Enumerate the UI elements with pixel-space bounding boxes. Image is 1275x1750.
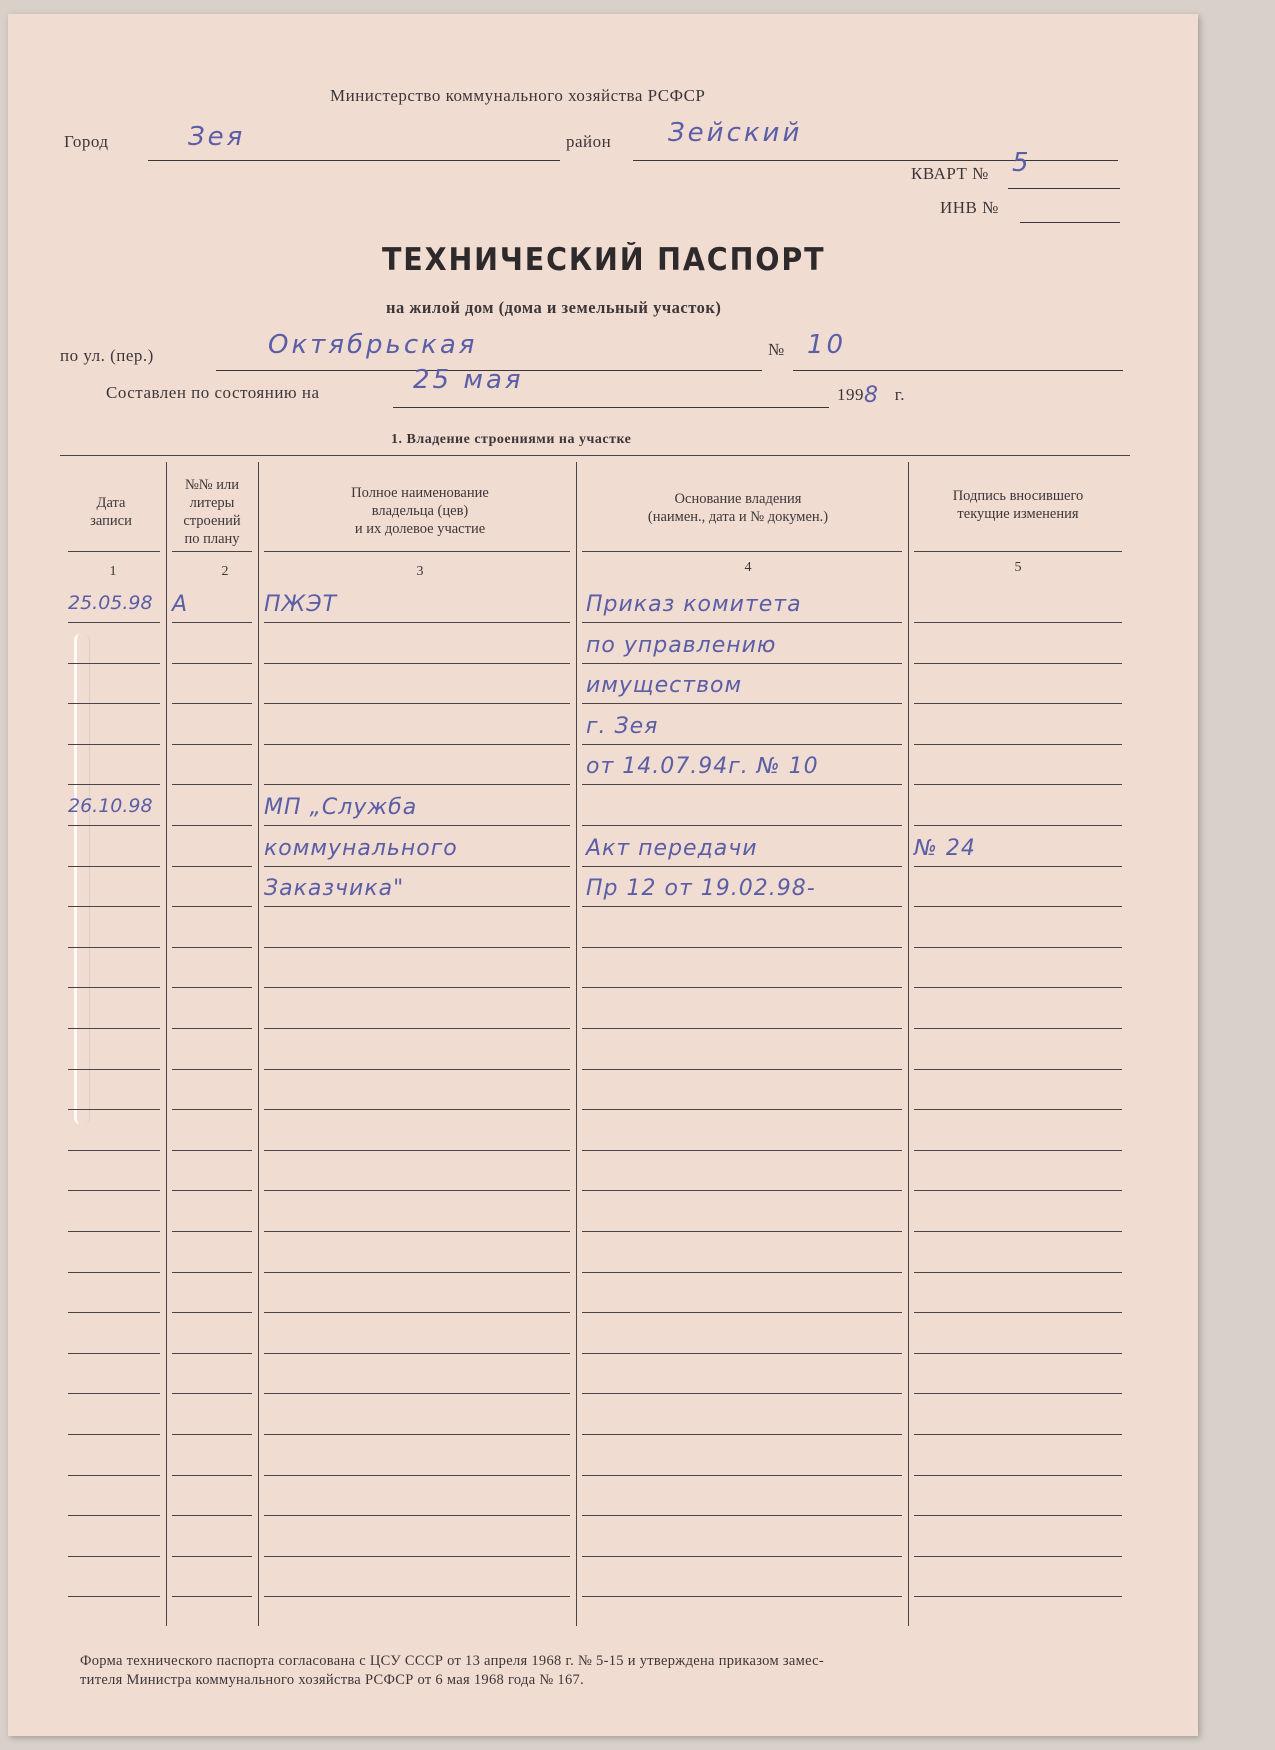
table-rule — [914, 1190, 1122, 1191]
table-rule — [172, 825, 252, 826]
table-rule — [914, 1312, 1122, 1313]
col-number-2: 2 — [221, 564, 229, 579]
table-rule — [264, 663, 570, 664]
table-rule — [914, 1596, 1122, 1597]
col-header-4-line: (наимен., дата и № докумен.) — [647, 509, 829, 525]
table-rule — [582, 1109, 902, 1110]
city-label: Город — [64, 132, 109, 151]
col-number-4: 4 — [744, 560, 752, 575]
table-rule — [582, 1150, 902, 1151]
table-rule — [172, 1353, 252, 1354]
table-cell-entry: 25.05.98 — [68, 592, 153, 614]
col-header-1-line: Дата — [96, 495, 126, 511]
table-rule — [68, 1028, 160, 1029]
table-rule — [172, 1028, 252, 1029]
table-rule — [68, 947, 160, 948]
table-cell-entry: Приказ комитета — [586, 592, 802, 617]
table-rule — [264, 1190, 570, 1191]
table-rule — [914, 663, 1122, 664]
street-label: по ул. (пер.) — [60, 346, 154, 365]
table-rule — [582, 987, 902, 988]
table-rule — [264, 1434, 570, 1435]
table-rule — [68, 1434, 160, 1435]
table-rule — [914, 1069, 1122, 1070]
table-rule — [264, 825, 570, 826]
ministry-heading: Министерство коммунального хозяйства РСФСР — [330, 86, 706, 105]
table-rule — [914, 1475, 1122, 1476]
table-rule — [582, 1556, 902, 1557]
house-number-value: 10 — [807, 330, 847, 360]
table-rule — [582, 703, 902, 704]
table-rule — [172, 987, 252, 988]
table-column-divider — [166, 462, 167, 1626]
table-rule — [582, 1353, 902, 1354]
table-rule — [68, 1150, 160, 1151]
header-underline — [172, 551, 252, 552]
col-header-4 — [582, 490, 894, 526]
col-header-1 — [66, 494, 156, 530]
table-rule — [582, 906, 902, 907]
table-rule — [582, 744, 902, 745]
table-rule — [172, 1109, 252, 1110]
table-rule — [68, 663, 160, 664]
col-number-1: 1 — [109, 564, 117, 579]
table-rule — [914, 1515, 1122, 1516]
header-underline — [582, 551, 902, 552]
header-underline — [264, 551, 570, 552]
table-rule — [172, 1596, 252, 1597]
header-underline — [68, 551, 160, 552]
table-rule — [68, 622, 160, 623]
form-approval-line-2: тителя Министра коммунального хозяйства РСФСР от 6 мая 1968 года № 167. — [80, 1672, 584, 1688]
table-rule — [582, 1069, 902, 1070]
compiled-value: 25 мая — [413, 365, 524, 395]
table-rule — [68, 1596, 160, 1597]
table-rule — [172, 663, 252, 664]
table-rule — [172, 744, 252, 745]
form-approval-note — [80, 1652, 824, 1690]
table-rule — [172, 947, 252, 948]
city-value: Зея — [188, 122, 246, 152]
table-rule — [172, 703, 252, 704]
table-rule — [914, 1150, 1122, 1151]
table-cell-entry: МП „Служба — [264, 795, 418, 820]
col-header-3-line: владельца (цев) — [371, 503, 469, 519]
table-rule — [68, 1069, 160, 1070]
table-rule — [264, 1475, 570, 1476]
col-header-5 — [918, 487, 1118, 523]
table-rule — [582, 784, 902, 785]
document-sheet — [8, 14, 1198, 1736]
compiled-year-prefix: 199 — [837, 385, 864, 404]
table-cell-entry: 26.10.98 — [68, 795, 153, 817]
compiled-year-digit: 8 — [864, 383, 878, 408]
document-title: ТЕХНИЧЕСКИЙ ПАСПОРТ — [382, 242, 826, 278]
table-cell-entry: Пр 12 от 19.02.98- — [586, 876, 816, 901]
col-header-5-line: текущие изменения — [957, 506, 1079, 522]
district-label: район — [566, 132, 612, 151]
table-rule — [582, 1475, 902, 1476]
table-rule — [582, 663, 902, 664]
table-rule — [264, 1272, 570, 1273]
table-rule — [914, 1434, 1122, 1435]
col-header-2-line: по плану — [184, 531, 240, 547]
kvart-label: КВАРТ № — [911, 164, 989, 183]
table-rule — [68, 1190, 160, 1191]
table-cell-entry: Акт передачи — [586, 836, 758, 861]
table-rule — [68, 1353, 160, 1354]
table-rule — [264, 1393, 570, 1394]
district-value: Зейский — [668, 118, 803, 148]
col-header-2 — [168, 476, 256, 548]
table-rule — [68, 1393, 160, 1394]
table-rule — [914, 622, 1122, 623]
table-rule — [172, 1312, 252, 1313]
table-cell-entry: г. Зея — [586, 714, 659, 739]
table-rule — [172, 1556, 252, 1557]
table-cell-entry: № 24 — [914, 836, 976, 861]
table-rule — [914, 1231, 1122, 1232]
table-rule — [264, 987, 570, 988]
table-top-border — [60, 455, 1130, 456]
table-rule — [68, 1231, 160, 1232]
table-cell-entry: по управлению — [586, 633, 777, 658]
table-rule — [914, 703, 1122, 704]
table-rule — [914, 1272, 1122, 1273]
section-title: 1. Владение строениями на участке — [391, 432, 632, 447]
table-cell-entry: имуществом — [586, 673, 743, 698]
table-rule — [68, 987, 160, 988]
table-rule — [172, 1393, 252, 1394]
table-cell-entry: коммунального — [264, 836, 458, 861]
table-rule — [914, 1556, 1122, 1557]
table-rule — [914, 866, 1122, 867]
col-header-2-line: строений — [183, 513, 241, 529]
table-rule — [582, 1434, 902, 1435]
table-rule — [264, 1353, 570, 1354]
form-approval-line-1: Форма технического паспорта согласована с ЦСУ СССР от 13 апреля 1968 г. № 5-15 и утверждена приказом замес- — [80, 1653, 825, 1669]
table-cell-entry: Заказчика" — [264, 876, 405, 901]
col-number-5: 5 — [1014, 560, 1022, 575]
table-column-divider — [258, 462, 259, 1626]
table-rule — [68, 1312, 160, 1313]
table-rule — [172, 1475, 252, 1476]
col-header-3 — [270, 484, 570, 538]
table-rule — [68, 744, 160, 745]
table-rule — [264, 906, 570, 907]
table-rule — [172, 1434, 252, 1435]
table-rule — [582, 1393, 902, 1394]
table-rule — [264, 1028, 570, 1029]
table-cell-entry: ПЖЭТ — [264, 592, 338, 617]
col-header-4-line: Основание владения — [674, 491, 802, 507]
table-rule — [582, 866, 902, 867]
table-rule — [264, 1312, 570, 1313]
table-rule — [172, 1069, 252, 1070]
table-rule — [172, 1190, 252, 1191]
table-rule — [68, 784, 160, 785]
table-rule — [914, 987, 1122, 988]
table-rule — [172, 784, 252, 785]
table-rule — [582, 1272, 902, 1273]
table-rule — [172, 1272, 252, 1273]
table-rule — [914, 1393, 1122, 1394]
table-rule — [914, 1353, 1122, 1354]
table-rule — [172, 622, 252, 623]
table-rule — [264, 1515, 570, 1516]
table-rule — [264, 622, 570, 623]
kvart-value: 5 — [1012, 148, 1032, 178]
inv-label: ИНВ № — [940, 198, 999, 217]
table-rule — [264, 784, 570, 785]
table-rule — [582, 1515, 902, 1516]
ownership-table — [8, 14, 1198, 1736]
table-rule — [264, 947, 570, 948]
table-rule — [264, 703, 570, 704]
table-rule — [914, 1028, 1122, 1029]
table-rule — [582, 1312, 902, 1313]
table-rule — [264, 744, 570, 745]
house-number-label: № — [768, 340, 785, 359]
col-header-2-line: литеры — [189, 495, 235, 511]
table-rule — [914, 825, 1122, 826]
col-header-2-line: №№ или — [184, 477, 240, 493]
table-rule — [68, 1556, 160, 1557]
header-underline — [914, 551, 1122, 552]
table-rule — [264, 1596, 570, 1597]
table-rule — [68, 1109, 160, 1110]
document-subtitle: на жилой дом (дома и земельный участок) — [386, 298, 722, 317]
compiled-label: Составлен по состоянию на — [106, 383, 320, 402]
table-rule — [914, 906, 1122, 907]
table-rule — [68, 1475, 160, 1476]
col-header-3-line: Полное наименование — [351, 485, 489, 501]
binding-thread — [74, 634, 90, 1124]
table-rule — [914, 784, 1122, 785]
table-rule — [582, 825, 902, 826]
table-column-divider — [908, 462, 909, 1626]
table-rule — [68, 1272, 160, 1273]
table-rule — [264, 866, 570, 867]
table-rule — [582, 947, 902, 948]
table-rule — [264, 1556, 570, 1557]
table-rule — [582, 1028, 902, 1029]
col-header-1-line: записи — [90, 513, 132, 529]
table-cell-entry: от 14.07.94г. № 10 — [586, 754, 819, 779]
table-rule — [172, 1231, 252, 1232]
compiled-year-suffix: г. — [894, 385, 906, 404]
table-rule — [172, 866, 252, 867]
table-rule — [68, 703, 160, 704]
table-rule — [914, 1109, 1122, 1110]
table-cell-entry: А — [172, 592, 189, 617]
table-rule — [582, 1596, 902, 1597]
street-value: Октябрьская — [268, 330, 478, 360]
table-rule — [264, 1109, 570, 1110]
table-rule — [264, 1069, 570, 1070]
table-rule — [172, 906, 252, 907]
table-rule — [68, 866, 160, 867]
table-rule — [582, 1190, 902, 1191]
table-rule — [68, 906, 160, 907]
table-rule — [264, 1231, 570, 1232]
table-rule — [172, 1515, 252, 1516]
col-header-5-line: Подпись вносившего — [952, 488, 1084, 504]
table-rule — [68, 1515, 160, 1516]
table-rule — [914, 744, 1122, 745]
table-rule — [68, 825, 160, 826]
col-header-3-line: и их долевое участие — [354, 521, 486, 537]
table-rule — [582, 622, 902, 623]
table-column-divider — [576, 462, 577, 1626]
table-rule — [264, 1150, 570, 1151]
table-rule — [582, 1231, 902, 1232]
table-rule — [914, 947, 1122, 948]
table-rule — [172, 1150, 252, 1151]
col-number-3: 3 — [416, 564, 424, 579]
